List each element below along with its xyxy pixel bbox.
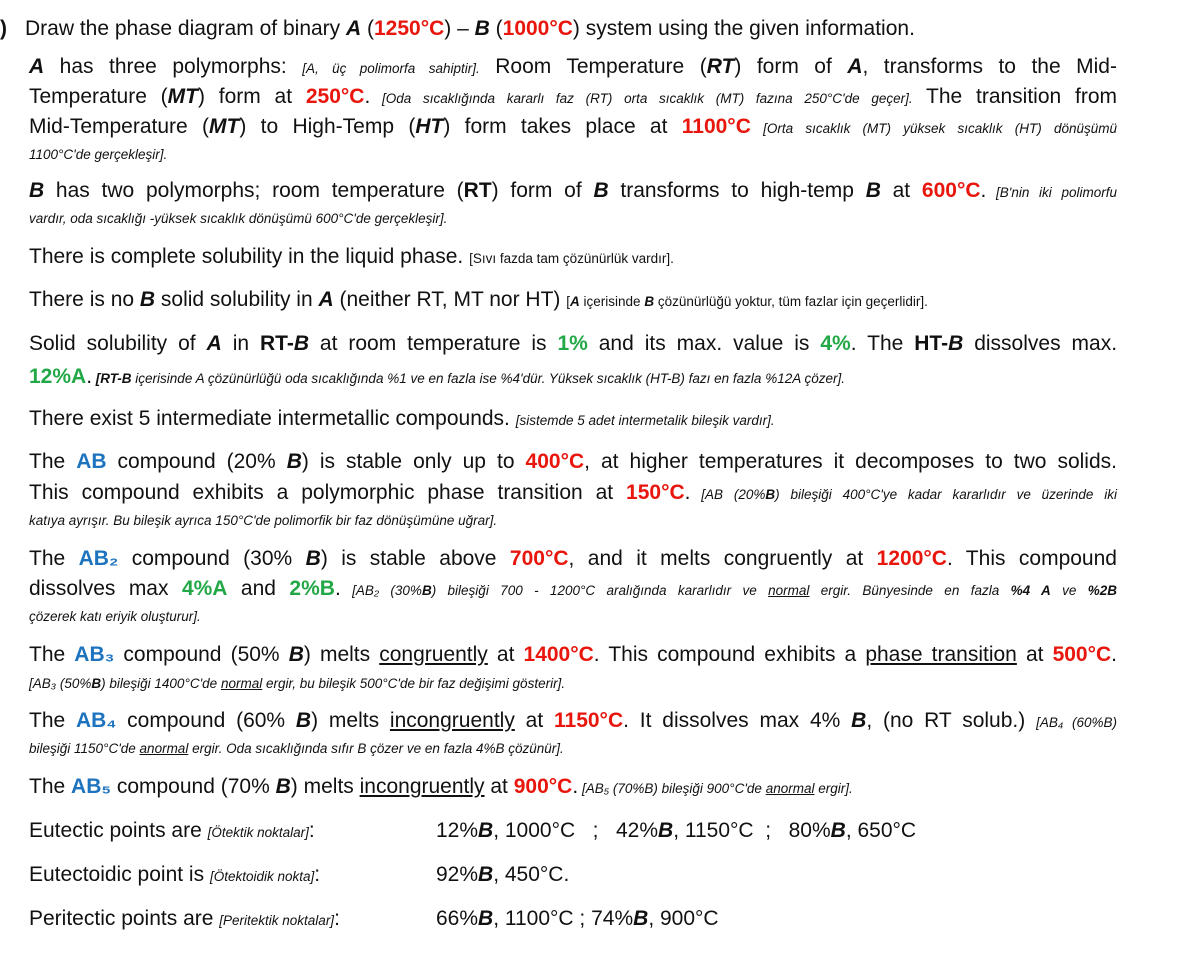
ab5-compound: AB₅ [71, 775, 111, 798]
ab-line-1: The AB compound (20% B) is stable only up to 400°C, at higher temperatures it decomposes to two solids. [29, 450, 1117, 473]
peritectic-values: 66%B, 1100°C ; 74%B, 900°C [436, 907, 719, 930]
ab5-line: The AB₅ compound (70% B) melts incongruently at 900°C. [AB₅ (70%B) bileşiği 900°C'de anormal ergir]. [29, 775, 853, 798]
para-a-line-1: A has three polymorphs: [A, üç polimorfa sahiptir]. Room Temperature (RT) form of A, transforms to the Mid- [29, 55, 1117, 78]
peritectic-label: Peritectic points are [Peritektik noktalar]: [29, 907, 340, 930]
para-b-line-1: B has two polymorphs; room temperature (RT) form of B transforms to high-temp B at 600°C. [B'nin iki polimorfu [29, 179, 1117, 202]
b-melting-temp: 1000°C [502, 17, 573, 40]
eutectoid-label: Eutectoidic point is [Ötektoidik nokta]: [29, 863, 321, 886]
ab4-line-1: The AB₄ compound (60% B) melts incongruently at 1150°C. It dissolves max 4% B, (no RT solub.) [AB₄ (60%B) [29, 709, 1117, 732]
eutectic-label: Eutectic points are [Ötektik noktalar]: [29, 819, 315, 842]
ab3-compound: AB₃ [74, 643, 115, 666]
ab4-line-2: bileşiği 1150°C'de anormal ergir. Oda sıcaklığında sıfır B çözer ve en fazla 4%B çözünür]. [29, 741, 564, 756]
ab2-line-1: The AB₂ compound (30% B) is stable above 700°C, and it melts congruently at 1200°C. This compound [29, 547, 1117, 570]
ab3-line-2: [AB₃ (50%B) bileşiği 1400°C'de normal ergir, bu bileşik 500°C'de bir faz değişimi gösterir]. [29, 676, 566, 691]
para-a-line-3: Mid-Temperature (MT) to High-Temp (HT) form takes place at 1100°C [Orta sıcaklık (MT) yüksek sıcaklık (HT) dönüşümü [29, 115, 1117, 138]
para-a-line-4: 1100°C'de gerçekleşir]. [29, 147, 168, 162]
eutectoid-values: 92%B, 450°C. [436, 863, 570, 886]
para-a-line-2: Temperature (MT) form at 250°C. [Oda sıcaklığında kararlı faz (RT) orta sıcaklık (MT) fazına 250°C'de geçer]. The transition from [29, 85, 1117, 108]
ab2-line-3: çözerek katı eriyik oluşturur]. [29, 609, 201, 624]
ab3-line-1: The AB₃ compound (50% B) melts congruently at 1400°C. This compound exhibits a phase transition at 500°C. [29, 643, 1118, 666]
no-solubility-line: There is no B solid solubility in A (neither RT, MT nor HT) [A içerisinde B çözünürlüğü yoktur, tüm fazlar için geçerlidir]. [29, 288, 928, 311]
temp-1100: 1100°C [681, 115, 751, 138]
eutectic-values: 12%B, 1000°C ; 42%B, 1150°C ; 80%B, 650°C [436, 819, 917, 842]
para-b-line-2: vardır, oda sıcaklığı -yüksek sıcaklık dönüşümü 600°C'de gerçekleşir]. [29, 211, 448, 226]
solid-solubility-line-1: Solid solubility of A in RT-B at room temperature is 1% and its max. value is 4%. The HT-B dissolves max. [29, 332, 1118, 355]
ab2-line-2: dissolves max 4%A and 2%B. [AB₂ (30%B) bileşiği 700 - 1200°C aralığında kararlıdır ve normal ergir. Bünyesinde en fazla %4 A ve %2B [29, 577, 1117, 600]
liquid-line: There is complete solubility in the liquid phase. [Sıvı fazda tam çözünürlük vardır]. [29, 245, 674, 268]
ab2-compound: AB₂ [78, 547, 119, 570]
question-line: ) Draw the phase diagram of binary A (1250°C) – B (1000°C) system using the given information. [0, 17, 915, 40]
question-bullet: ) [0, 17, 7, 40]
temp-600: 600°C [921, 179, 981, 202]
ab-compound: AB [76, 450, 107, 473]
a-melting-temp: 1250°C [374, 17, 445, 40]
temp-250: 250°C [305, 85, 365, 108]
ab-line-3: katıya ayrışır. Bu bileşik ayrıca 150°C'de polimorfik bir faz dönüşümüne uğrar]. [29, 513, 498, 528]
solid-solubility-line-2: 12%A. [RT-B içerisinde A çözünürlüğü oda sıcaklığında %1 ve en fazla ise %4'dür. Yüksek sıcaklık (HT-B) fazı en fazla %12A çözer]. [29, 365, 845, 388]
ab-line-2: This compound exhibits a polymorphic phase transition at 150°C. [AB (20%B) bileşiği 400°C'ye kadar kararlıdır ve üzerinde iki [29, 481, 1118, 504]
ab4-compound: AB₄ [76, 709, 117, 732]
intermetallic-line: There exist 5 intermediate intermetallic compounds. [sistemde 5 adet intermetalik bileşik vardır]. [29, 407, 775, 430]
